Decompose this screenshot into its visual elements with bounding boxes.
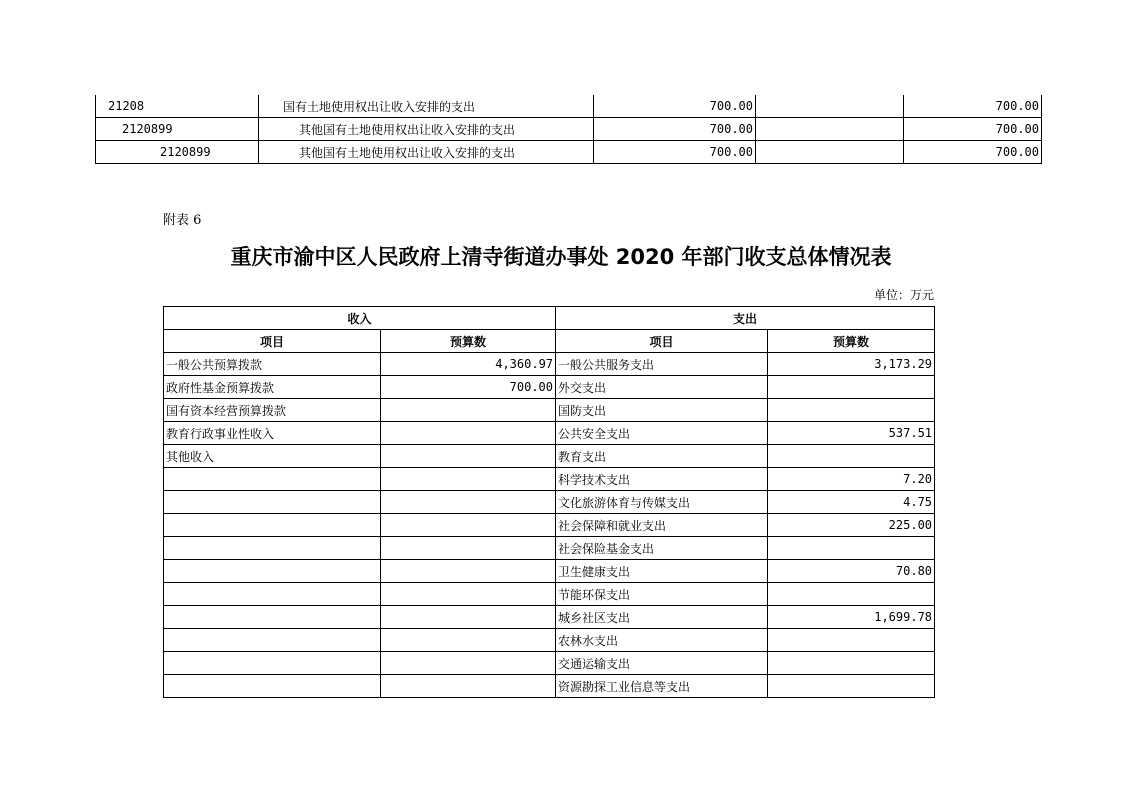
income-amount-cell: [381, 399, 556, 422]
revenue-expenditure-table: [163, 306, 935, 698]
table-column-header-row: [164, 330, 935, 353]
income-item-cell: [164, 560, 381, 583]
table-row: [164, 422, 935, 445]
expense-amount-cell: [768, 399, 935, 422]
expense-item-cell: 交通运输支出: [556, 652, 768, 675]
continued-expenditure-body: [96, 95, 1042, 164]
expense-item-cell: 一般公共服务支出: [556, 353, 768, 376]
table-row: [164, 629, 935, 652]
income-item-col-header: 项目: [164, 330, 381, 353]
table-row: [96, 141, 1042, 164]
expense-amount-cell: [768, 445, 935, 468]
expense-amount-cell: 3,173.29: [768, 353, 935, 376]
page-title: 重庆市渝中区人民政府上清寺街道办事处 2020 年部门收支总体情况表: [230, 245, 892, 269]
income-item-cell: [164, 514, 381, 537]
expense-item-cell: 城乡社区支出: [556, 606, 768, 629]
income-item-cell: [164, 468, 381, 491]
expense-amount-cell: [768, 376, 935, 399]
table-row: [164, 652, 935, 675]
income-amount-cell: [381, 491, 556, 514]
income-item-cell: [164, 606, 381, 629]
expense-budget-col-header: 预算数: [768, 330, 935, 353]
income-amount-cell: [381, 445, 556, 468]
income-item-cell: [164, 652, 381, 675]
table-row: [164, 537, 935, 560]
expense-amount-cell: 4.75: [768, 491, 935, 514]
total-amount-cell: 700.00: [594, 141, 756, 164]
income-amount-cell: [381, 537, 556, 560]
income-item-cell: 政府性基金预算拨款: [164, 376, 381, 399]
expense-amount-cell: 7.20: [768, 468, 935, 491]
table-group-header-row: [164, 307, 935, 330]
project-amount-cell: 700.00: [904, 95, 1042, 118]
expense-item-cell: 节能环保支出: [556, 583, 768, 606]
income-amount-cell: [381, 606, 556, 629]
table-row: [164, 514, 935, 537]
income-amount-cell: [381, 422, 556, 445]
income-item-cell: 其他收入: [164, 445, 381, 468]
expense-item-cell: 社会保险基金支出: [556, 537, 768, 560]
income-amount-cell: [381, 468, 556, 491]
expense-amount-cell: [768, 537, 935, 560]
income-amount-cell: [381, 560, 556, 583]
expense-item-cell: 卫生健康支出: [556, 560, 768, 583]
expense-item-cell: 外交支出: [556, 376, 768, 399]
expense-amount-cell: 70.80: [768, 560, 935, 583]
expense-item-col-header: 项目: [556, 330, 768, 353]
table-row: [164, 353, 935, 376]
table-row: [164, 560, 935, 583]
income-item-cell: [164, 583, 381, 606]
expense-item-cell: 社会保障和就业支出: [556, 514, 768, 537]
subject-name-cell: 国有土地使用权出让收入安排的支出: [259, 95, 594, 118]
income-amount-cell: [381, 675, 556, 698]
table-row: [164, 606, 935, 629]
expense-item-cell: 国防支出: [556, 399, 768, 422]
project-amount-cell: 700.00: [904, 141, 1042, 164]
income-budget-col-header: 预算数: [381, 330, 556, 353]
subject-code-cell: 2120899: [96, 118, 259, 141]
income-amount-cell: [381, 583, 556, 606]
appendix-label: 附表 6: [163, 213, 202, 228]
income-item-cell: 一般公共预算拨款: [164, 353, 381, 376]
income-item-cell: 国有资本经营预算拨款: [164, 399, 381, 422]
expense-amount-cell: 537.51: [768, 422, 935, 445]
expense-item-cell: 科学技术支出: [556, 468, 768, 491]
expense-item-cell: 农林水支出: [556, 629, 768, 652]
unit-label: 单位：万元: [873, 288, 934, 302]
expense-item-cell: 教育支出: [556, 445, 768, 468]
income-amount-cell: [381, 629, 556, 652]
total-amount-cell: 700.00: [594, 118, 756, 141]
table-row: [164, 583, 935, 606]
expense-header: 支出: [556, 307, 935, 330]
continued-expenditure-table: [95, 95, 1042, 164]
income-amount-cell: 4,360.97: [381, 353, 556, 376]
subject-name-cell: 其他国有土地使用权出让收入安排的支出: [259, 141, 594, 164]
income-amount-cell: [381, 652, 556, 675]
basic-amount-cell: [756, 141, 904, 164]
expense-item-cell: 资源勘探工业信息等支出: [556, 675, 768, 698]
income-item-cell: [164, 675, 381, 698]
basic-amount-cell: [756, 118, 904, 141]
expense-amount-cell: [768, 629, 935, 652]
expense-amount-cell: 225.00: [768, 514, 935, 537]
income-amount-cell: [381, 514, 556, 537]
subject-code-cell: 2120899: [96, 141, 259, 164]
table-row: [96, 118, 1042, 141]
table-row: [164, 445, 935, 468]
total-amount-cell: 700.00: [594, 95, 756, 118]
project-amount-cell: 700.00: [904, 118, 1042, 141]
revenue-expenditure-body: [164, 353, 935, 698]
expense-amount-cell: [768, 652, 935, 675]
expense-amount-cell: [768, 583, 935, 606]
table-row: [96, 95, 1042, 118]
table-row: [164, 376, 935, 399]
table-row: [164, 675, 935, 698]
expense-item-cell: 文化旅游体育与传媒支出: [556, 491, 768, 514]
income-item-cell: [164, 537, 381, 560]
expense-amount-cell: 1,699.78: [768, 606, 935, 629]
income-amount-cell: 700.00: [381, 376, 556, 399]
basic-amount-cell: [756, 95, 904, 118]
table-row: [164, 399, 935, 422]
subject-code-cell: 21208: [96, 95, 259, 118]
income-header: 收入: [164, 307, 556, 330]
subject-name-cell: 其他国有土地使用权出让收入安排的支出: [259, 118, 594, 141]
income-item-cell: 教育行政事业性收入: [164, 422, 381, 445]
expense-item-cell: 公共安全支出: [556, 422, 768, 445]
table-row: [164, 491, 935, 514]
expense-amount-cell: [768, 675, 935, 698]
income-item-cell: [164, 629, 381, 652]
table-row: [164, 468, 935, 491]
income-item-cell: [164, 491, 381, 514]
